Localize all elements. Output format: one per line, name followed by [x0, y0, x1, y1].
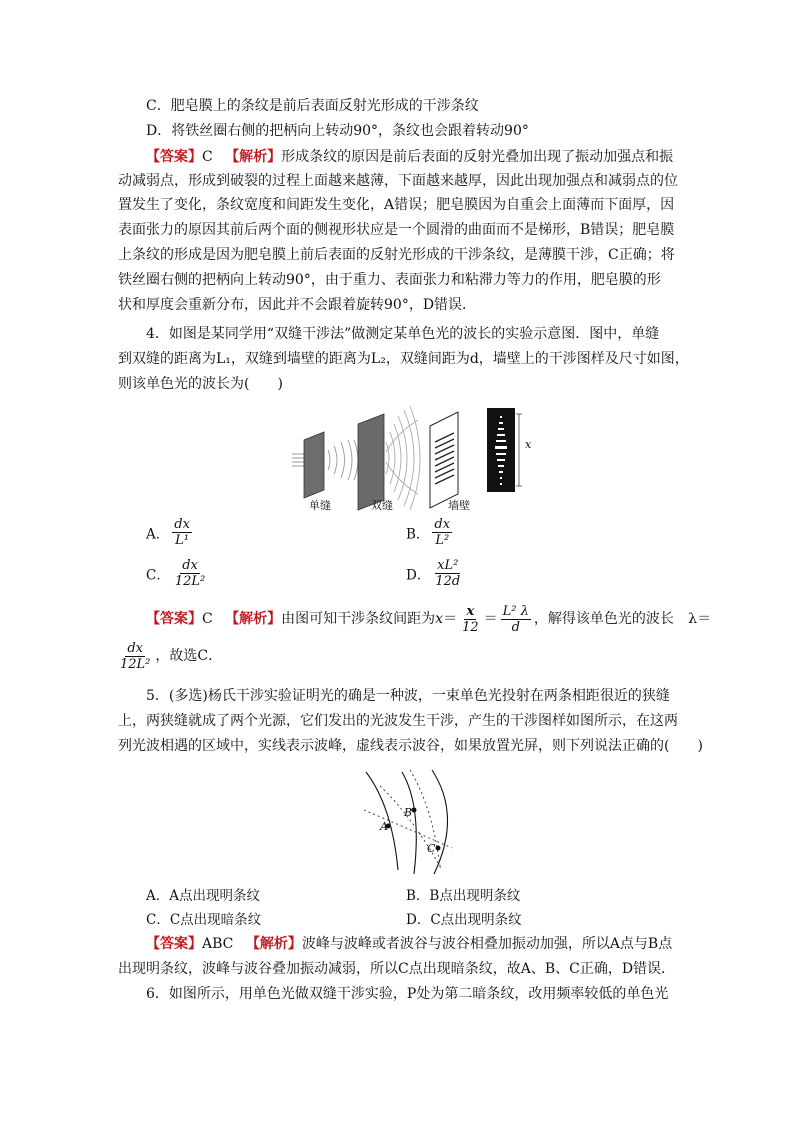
fringe-pattern	[487, 408, 515, 492]
interference-figure	[362, 766, 466, 876]
q4-answer-line: 【答案】C 【解析】由图可知干涉条纹间距为x＝ $\frac{x}{12}$ ＝ $\frac{\text{L² λ}}{d}$ ，解得该单色光的波长 λ＝	[146, 603, 712, 635]
q3-analysis-line: 表面张力的原因其前后两个面的侧视形状应是一个圆滑的曲面而不是梯形，B错误；肥皂膜	[118, 222, 675, 238]
single-slit-plate	[304, 432, 324, 498]
q4-stem-line: 4．如图是某同学用“双缝干涉法”做测定某单色光的波长的实验示意图．图中，单缝	[146, 326, 660, 342]
q3-answer-line	[146, 147, 673, 167]
q5-stem-line: 5．(多选)杨氏干涉实验证明光的确是一种波，一束单色光投射在两条相距很近的狭缝	[146, 688, 670, 704]
crest-line	[402, 772, 416, 874]
q5-answer-line: 【答案】ABC 【解析】波峰与波峰或者波谷与波谷相叠加振动加强，所以A点与B点	[146, 936, 673, 952]
answer-tag: 【答案】	[146, 611, 202, 627]
answer-value: C	[202, 611, 213, 627]
q5-option-d: D．C点出现明条纹	[406, 912, 522, 928]
q5-option-c: C．C点出现暗条纹	[146, 912, 262, 928]
q4-stem-line: 到双缝的距离为L₁，双缝到墙壁的距离为L₂，双缝间距为d，墙壁上的干涉图样及尺寸如图，	[118, 351, 689, 367]
q4-stem-line: 则该单色光的波长为( )	[118, 376, 283, 392]
q5-stem-line: 列光波相遇的区域中，实线表示波峰，虚线表示波谷，如果放置光屏，则下列说法正确的( )	[118, 738, 703, 754]
analysis-tag: 【解析】	[225, 149, 282, 165]
q3-analysis-line: 动减弱点，形成到破裂的过程上面越来越薄，下面越来越厚，因此出现加强点和减弱点的位	[118, 173, 678, 189]
point-b	[412, 808, 417, 813]
q5-option-a: A．A点出现明条纹	[146, 888, 260, 904]
q3-analysis-line: 铁丝圈右侧的把柄向上转动90°，由于重力、表面张力和粘滞力等力的作用，肥皂膜的形	[118, 272, 661, 288]
dimension-x-label: x	[525, 438, 532, 451]
q3-analysis-line: 上条纹的形成是因为肥皂膜上前后表面的反射光形成的干涉条纹，是薄膜干涉，C正确；将	[118, 247, 675, 263]
label-single-slit: 单缝	[309, 499, 331, 512]
wall-screen	[430, 412, 458, 508]
label-wall: 墙壁	[448, 499, 470, 512]
q4-option-c: C． $\frac{dx}{\text{12L²}}$	[146, 558, 206, 589]
q3-analysis-line: 置发生了变化，条纹宽度和间距发生变化，A错误；肥皂膜因为自重会上面薄而下面厚，因	[118, 197, 675, 213]
q4-answer-result: $\frac{dx}{\text{12L²}}$ ，故选C．	[120, 640, 223, 672]
q5-option-b: B．B点出现明条纹	[406, 888, 521, 904]
analysis-tag: 【解析】	[225, 611, 282, 627]
answer-tag: 【答案】	[146, 149, 202, 165]
q4-option-a: A． $\frac{dx}{\text{L¹}}$	[146, 517, 190, 548]
q3-option-d: D．将铁丝圈右侧的把柄向上转动90°，条纹也会跟着转动90°	[146, 123, 529, 139]
q6-stem-line: 6．如图所示，用单色光做双缝干涉实验，P处为第二暗条纹，改用频率较低的单色光	[146, 986, 669, 1002]
answer-value: C	[202, 149, 213, 165]
q5-stem-line: 上，两狭缝就成了两个光源，它们发出的光波发生干涉，产生的干涉图样如图所示，在这两	[118, 713, 678, 729]
label-double-slit: 双缝	[371, 499, 393, 512]
double-slit-figure	[286, 402, 522, 512]
answer-value: ABC	[202, 936, 234, 952]
point-c	[436, 846, 441, 851]
analysis-tag: 【解析】	[245, 936, 302, 952]
q4-option-d: D． $\frac{\text{xL²}}{12d}$	[406, 558, 461, 589]
q3-option-c: C．肥皂膜上的条纹是前后表面反射光形成的干涉条纹	[146, 98, 479, 114]
q3-analysis-line: 状和厚度会重新分布，因此并不会跟着旋转90°，D错误．	[118, 297, 477, 313]
label-point-b: B	[404, 806, 413, 819]
trough-line	[410, 770, 440, 866]
label-point-c: C	[427, 842, 436, 855]
double-slit-plate	[358, 414, 384, 510]
q4-option-b: B． $\frac{dx}{\text{L²}}$	[406, 517, 451, 548]
label-point-a: A	[380, 820, 388, 833]
q5-analysis-line: 出现明条纹，波峰与波谷叠加振动减弱，所以C点出现暗条纹，故A、B、C正确，D错误．	[118, 961, 676, 977]
crest-line	[432, 770, 448, 874]
analysis-text: 形成条纹的原因是前后表面的反射光叠加出现了振动加强点和振	[281, 149, 674, 165]
answer-tag: 【答案】	[146, 936, 202, 952]
